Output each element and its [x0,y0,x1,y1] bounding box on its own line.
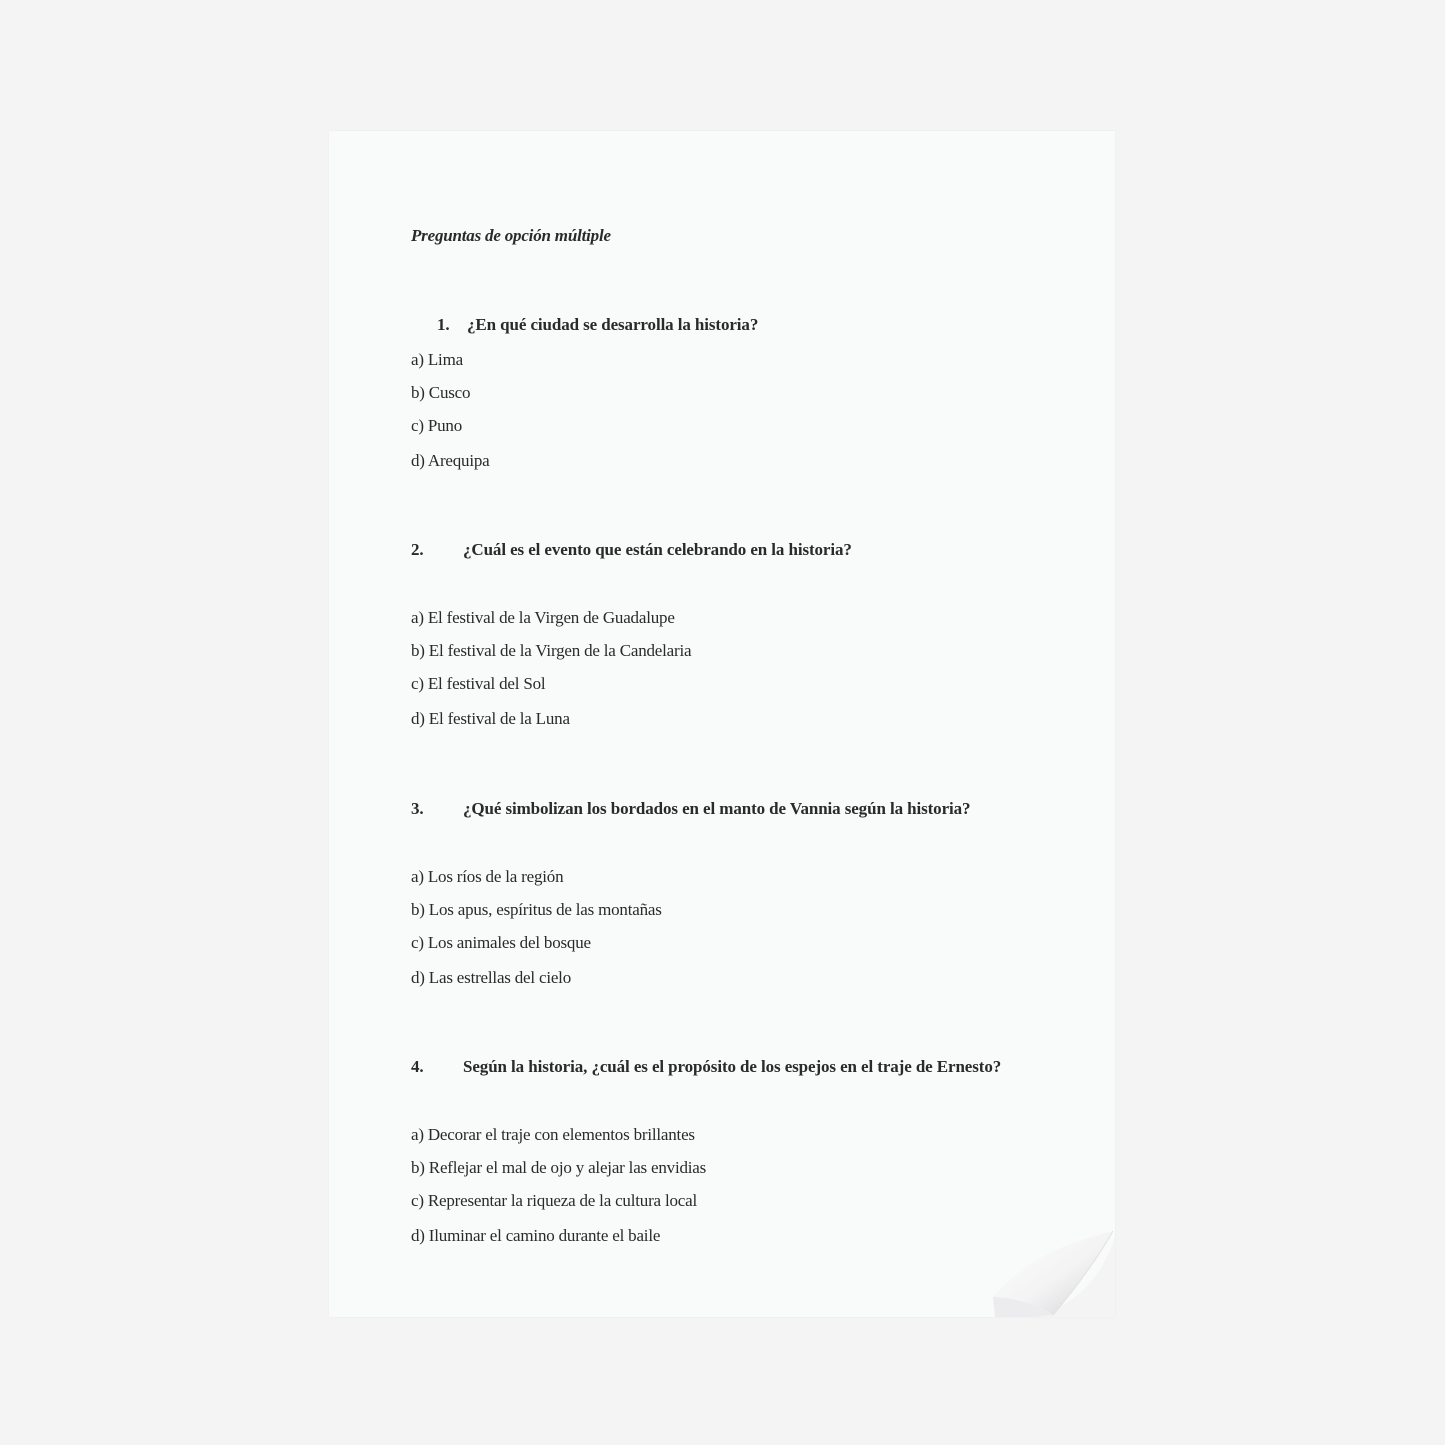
option-item: a) Lima [411,350,463,369]
page-curl-decoration [795,997,1115,1317]
question-number: 4. [411,1057,424,1076]
option-item: b) El festival de la Virgen de la Candelaria [411,641,692,660]
question-text: ¿Cuál es el evento que están celebrando en la historia? [463,540,852,559]
option-item: d) Arequipa [411,451,490,470]
question-1-heading [437,315,758,335]
document-title: Preguntas de opción múltiple [411,226,611,245]
question-text: Según la historia, ¿cuál es el propósito de los espejos en el traje de Ernesto? [463,1057,1002,1076]
option-item: b) Los apus, espíritus de las montañas [411,900,662,919]
document-page [329,131,1115,1317]
question-text: ¿Qué simbolizan los bordados en el manto de Vannia según la historia? [463,799,971,818]
question-number: 1. [437,315,450,334]
question-3-heading [411,799,970,819]
option-item: c) Puno [411,416,463,435]
option-item: a) Decorar el traje con elementos brillantes [411,1125,695,1144]
option-item: c) El festival del Sol [411,674,546,693]
question-number: 2. [411,540,424,559]
question-4-heading [411,1057,1001,1077]
question-2-heading [411,540,852,560]
option-item: a) Los ríos de la región [411,867,564,886]
option-item: a) El festival de la Virgen de Guadalupe [411,608,675,627]
option-item: c) Representar la riqueza de la cultura local [411,1191,697,1210]
option-item: d) Las estrellas del cielo [411,968,572,987]
option-item: d) Iluminar el camino durante el baile [411,1226,661,1245]
option-item: c) Los animales del bosque [411,933,591,952]
option-item: b) Reflejar el mal de ojo y alejar las envidias [411,1158,707,1177]
question-text: ¿En qué ciudad se desarrolla la historia? [467,315,759,334]
option-item: d) El festival de la Luna [411,709,570,728]
question-number: 3. [411,799,424,818]
option-item: b) Cusco [411,383,471,402]
